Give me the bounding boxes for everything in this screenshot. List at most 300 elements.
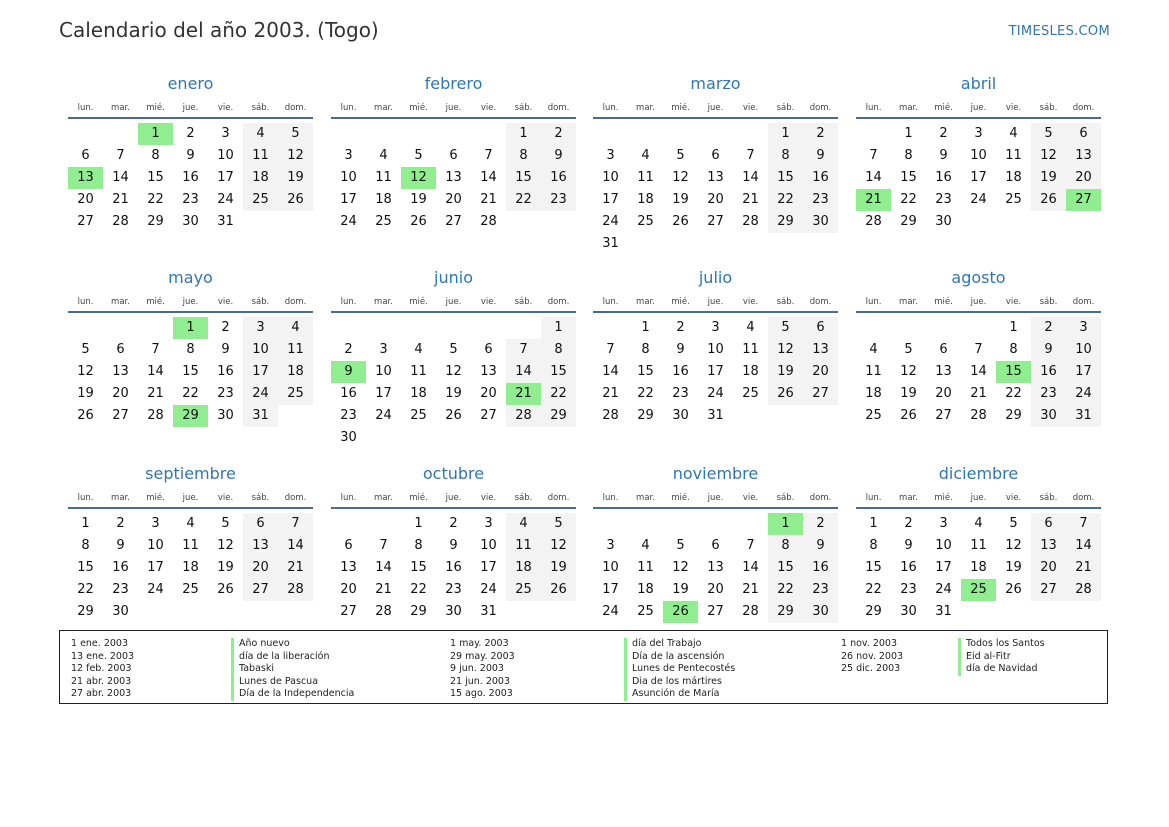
day-cell: 27 [480,408,497,423]
month-noviembre [593,463,838,623]
day-cell: 21 [970,386,987,401]
day-cell: 21 [375,582,392,597]
weekday-label: sáb. [776,493,795,503]
legend-date: 15 ago. 2003 [450,688,513,699]
weekday-label: dom. [284,103,307,113]
day-cell: 22 [768,189,803,211]
day-cell: 3 [243,317,278,339]
day-cell: 18 [865,386,882,401]
day-cell: 27 [707,214,724,229]
day-cell: 4 [1009,126,1018,141]
day-grid [331,123,576,233]
month-name: febrero [424,74,483,93]
legend-date: 25 dic. 2003 [841,663,901,674]
day-cell: 6 [243,513,278,535]
day-cell: 20 [1031,557,1066,579]
day-cell: 16 [112,560,129,575]
day-cell: 18 [410,386,427,401]
weekday-label: vie. [742,493,759,503]
day-cell: 11 [278,339,313,361]
day-cell: 26 [1031,189,1066,211]
weekday-label: mié. [409,103,428,113]
day-cell: 30 [1031,405,1066,427]
day-cell: 17 [480,560,497,575]
day-cell: 28 [742,604,759,619]
day-cell: 16 [935,170,952,185]
day-cell: 25 [278,383,313,405]
day-cell: 25 [243,189,278,211]
day-cell: 2 [803,123,838,145]
day-cell: 20 [707,192,724,207]
day-cell: 10 [340,170,357,185]
day-cell: 12 [672,560,689,575]
holiday-day-cell: 21 [856,189,891,211]
day-cell: 6 [803,317,838,339]
legend-date: 21 jun. 2003 [450,675,511,687]
day-cell: 7 [506,339,541,361]
day-cell: 21 [1066,557,1101,579]
day-cell: 8 [768,535,803,557]
weekday-label: mié. [671,297,690,307]
day-cell: 6 [1066,123,1101,145]
day-cell: 7 [869,148,878,163]
day-cell: 22 [768,579,803,601]
day-cell: 12 [77,364,94,379]
day-cell: 23 [935,192,952,207]
day-cell: 30 [672,408,689,423]
day-cell: 9 [803,145,838,167]
day-cell: 31 [707,408,724,423]
month-septiembre [68,463,313,623]
day-cell: 16 [672,364,689,379]
day-cell: 14 [1066,535,1101,557]
month-junio [331,267,576,449]
day-grid [68,513,313,623]
day-cell: 29 [900,214,917,229]
day-cell: 30 [445,604,462,619]
day-cell: 13 [112,364,129,379]
day-cell: 6 [1031,513,1066,535]
month-marzo [593,73,838,255]
weekday-label: sáb. [514,493,533,503]
day-cell: 5 [541,513,576,535]
day-cell: 13 [340,560,357,575]
day-cell: 30 [182,214,199,229]
day-cell: 5 [449,342,458,357]
day-cell: 15 [77,560,94,575]
weekday-label: lun. [77,297,94,307]
day-cell: 28 [865,214,882,229]
weekday-label: mié. [671,493,690,503]
holiday-day-cell: 13 [68,167,103,189]
day-cell: 14 [970,364,987,379]
day-cell: 4 [869,342,878,357]
weekday-label: mar. [374,493,393,503]
brand-link[interactable]: TIMESLES.COM [1008,24,1110,39]
weekday-label: sáb. [1039,493,1058,503]
day-cell: 12 [1005,538,1022,553]
day-cell: 2 [939,126,948,141]
weekday-label: sáb. [251,297,270,307]
day-grid [593,123,838,255]
month-name: mayo [168,268,213,287]
day-cell: 15 [768,167,803,189]
day-cell: 5 [676,538,685,553]
day-cell: 3 [939,516,948,531]
legend-date: 13 ene. 2003 [71,650,135,662]
day-cell: 18 [1005,170,1022,185]
day-cell: 22 [182,386,199,401]
day-cell: 16 [541,167,576,189]
weekday-label: mié. [409,297,428,307]
day-cell: 25 [375,214,392,229]
weekday-label: jue. [445,493,462,503]
weekday-label: jue. [445,297,462,307]
day-cell: 18 [970,560,987,575]
legend-holiday-name: Tabaski [231,663,354,676]
day-cell: 13 [935,364,952,379]
day-cell: 10 [480,538,497,553]
day-cell: 7 [151,342,160,357]
weekday-label: mié. [146,103,165,113]
day-grid [68,123,313,233]
day-cell: 25 [1005,192,1022,207]
day-cell: 16 [182,170,199,185]
day-cell: 14 [278,535,313,557]
day-cell: 16 [1031,361,1066,383]
day-grid [593,513,838,623]
day-cell: 30 [900,604,917,619]
day-cell: 30 [803,211,838,233]
day-cell: 20 [77,192,94,207]
month-diciembre [856,463,1101,623]
day-cell: 10 [707,342,724,357]
day-cell: 23 [182,192,199,207]
day-cell: 19 [672,582,689,597]
day-cell: 26 [1005,582,1022,597]
day-cell: 16 [217,364,234,379]
day-cell: 7 [746,538,755,553]
day-cell: 4 [186,516,195,531]
day-cell: 1 [414,516,423,531]
day-cell: 27 [243,579,278,601]
day-cell: 23 [112,582,129,597]
legend-date: 29 may. 2003 [450,650,515,662]
day-cell: 18 [278,361,313,383]
day-cell: 8 [151,148,160,163]
day-cell: 11 [742,342,759,357]
weekday-label: mar. [111,297,130,307]
day-cell: 23 [217,386,234,401]
day-cell: 31 [602,236,619,251]
day-grid [331,513,576,623]
day-cell: 9 [676,342,685,357]
day-cell: 23 [340,408,357,423]
weekday-label: dom. [1072,103,1095,113]
day-cell: 15 [768,557,803,579]
day-cell: 18 [637,582,654,597]
weekday-label: vie. [1005,493,1022,503]
day-cell: 16 [803,167,838,189]
day-cell: 7 [1066,513,1101,535]
day-cell: 12 [278,145,313,167]
day-cell: 30 [112,604,129,619]
day-cell: 11 [506,535,541,557]
day-cell: 8 [904,148,913,163]
weekday-label: vie. [742,297,759,307]
weekday-label: vie. [217,103,234,113]
day-cell: 24 [217,192,234,207]
day-cell: 28 [112,214,129,229]
day-cell: 24 [602,214,619,229]
day-cell: 30 [803,601,838,623]
day-cell: 3 [606,148,615,163]
day-cell: 5 [676,148,685,163]
day-cell: 19 [1005,560,1022,575]
day-cell: 10 [602,170,619,185]
legend-holiday-name: Año nuevo [231,638,354,651]
day-cell: 11 [637,170,654,185]
weekday-label: vie. [1005,297,1022,307]
day-cell: 7 [606,342,615,357]
weekday-label: sáb. [1039,103,1058,113]
day-cell: 25 [637,604,654,619]
day-cell: 10 [375,364,392,379]
day-cell: 8 [1009,342,1018,357]
day-cell: 21 [112,192,129,207]
weekday-label: dom. [547,103,570,113]
day-cell: 1 [904,126,913,141]
weekday-label: sáb. [251,103,270,113]
day-cell: 18 [506,557,541,579]
day-cell: 26 [77,408,94,423]
weekday-label: vie. [742,103,759,113]
day-cell: 23 [900,582,917,597]
weekday-label: vie. [480,103,497,113]
weekday-label: mar. [636,493,655,503]
day-cell: 27 [1031,579,1066,601]
day-cell: 3 [1066,317,1101,339]
weekday-label: mar. [111,493,130,503]
day-cell: 25 [410,408,427,423]
month-enero [68,73,313,233]
legend-names-2 [624,638,735,701]
day-cell: 28 [970,408,987,423]
page-title: Calendario del año 2003. (Togo) [59,18,379,42]
day-cell: 17 [602,582,619,597]
day-cell: 11 [637,560,654,575]
weekday-label: jue. [182,493,199,503]
day-cell: 17 [243,361,278,383]
day-cell: 6 [484,342,493,357]
day-cell: 8 [81,538,90,553]
day-cell: 20 [480,386,497,401]
day-cell: 2 [803,513,838,535]
day-cell: 17 [147,560,164,575]
day-cell: 24 [935,582,952,597]
day-cell: 10 [1066,339,1101,361]
day-cell: 7 [974,342,983,357]
day-cell: 6 [711,538,720,553]
day-cell: 1 [641,320,650,335]
weekday-label: mié. [671,103,690,113]
month-name: agosto [951,268,1006,287]
day-cell: 19 [217,560,234,575]
day-grid [856,513,1101,623]
day-cell: 21 [278,557,313,579]
weekday-header [593,491,838,509]
month-name: enero [167,74,214,93]
month-julio [593,267,838,427]
day-cell: 24 [480,582,497,597]
month-name: julio [698,268,733,287]
holiday-day-cell: 26 [663,601,698,623]
day-cell: 2 [344,342,353,357]
day-cell: 25 [865,408,882,423]
day-cell: 23 [1031,383,1066,405]
day-cell: 16 [900,560,917,575]
weekday-label: jue. [707,493,724,503]
day-grid [331,317,576,449]
day-cell: 28 [375,604,392,619]
day-cell: 27 [445,214,462,229]
day-cell: 10 [147,538,164,553]
day-cell: 20 [340,582,357,597]
day-cell: 31 [243,405,278,427]
day-cell: 11 [410,364,427,379]
day-cell: 12 [1031,145,1066,167]
holiday-day-cell: 1 [138,123,173,145]
weekday-label: mar. [636,297,655,307]
day-cell: 7 [484,148,493,163]
day-cell: 9 [939,148,948,163]
weekday-label: sáb. [514,103,533,113]
day-cell: 19 [900,386,917,401]
day-cell: 4 [641,538,650,553]
weekday-label: dom. [547,297,570,307]
holiday-day-cell: 9 [331,361,366,383]
day-cell: 13 [480,364,497,379]
day-cell: 8 [768,145,803,167]
day-cell: 8 [641,342,650,357]
day-cell: 1 [81,516,90,531]
day-cell: 8 [869,538,878,553]
weekday-label: dom. [284,493,307,503]
day-cell: 2 [1031,317,1066,339]
legend-date: 26 nov. 2003 [841,650,904,662]
day-cell: 13 [1066,145,1101,167]
day-cell: 29 [637,408,654,423]
holiday-day-cell: 21 [506,383,541,405]
legend-holiday-name: día de la liberación [231,651,354,664]
legend-dates-2 [450,638,515,701]
day-cell: 28 [480,214,497,229]
day-cell: 18 [637,192,654,207]
weekday-label: mié. [934,103,953,113]
day-cell: 1 [541,317,576,339]
day-cell: 20 [445,192,462,207]
day-cell: 6 [116,342,125,357]
weekday-label: sáb. [1039,297,1058,307]
day-cell: 4 [506,513,541,535]
day-cell: 11 [182,538,199,553]
legend-names-3 [958,638,1045,676]
day-grid [593,317,838,427]
legend-date: 1 ene. 2003 [71,638,128,649]
holiday-day-cell: 1 [173,317,208,339]
day-cell: 29 [410,604,427,619]
day-cell: 17 [935,560,952,575]
weekday-label: dom. [1072,493,1095,503]
day-cell: 23 [803,189,838,211]
day-cell: 27 [707,604,724,619]
day-cell: 18 [742,364,759,379]
weekday-label: vie. [217,297,234,307]
month-agosto [856,267,1101,427]
weekday-label: mar. [899,297,918,307]
day-cell: 24 [707,386,724,401]
day-cell: 13 [445,170,462,185]
weekday-label: mié. [409,493,428,503]
day-cell: 27 [935,408,952,423]
day-cell: 3 [344,148,353,163]
day-cell: 24 [375,408,392,423]
day-cell: 7 [379,538,388,553]
day-cell: 23 [445,582,462,597]
day-cell: 24 [602,604,619,619]
legend-holiday-name: Dia de los mártires [624,676,735,689]
weekday-label: vie. [1005,103,1022,113]
day-cell: 5 [81,342,90,357]
day-cell: 22 [77,582,94,597]
day-cell: 17 [340,192,357,207]
day-cell: 20 [243,557,278,579]
day-cell: 15 [865,560,882,575]
day-cell: 27 [803,383,838,405]
legend-dates-3 [841,638,903,676]
day-cell: 29 [865,604,882,619]
day-cell: 9 [1031,339,1066,361]
day-cell: 2 [541,123,576,145]
day-cell: 9 [116,538,125,553]
day-cell: 6 [344,538,353,553]
day-cell: 1 [869,516,878,531]
day-cell: 11 [1005,148,1022,163]
day-cell: 24 [970,192,987,207]
day-cell: 26 [672,214,689,229]
day-cell: 17 [602,192,619,207]
day-cell: 10 [970,148,987,163]
weekday-label: jue. [970,297,987,307]
weekday-header [68,101,313,119]
day-cell: 14 [112,170,129,185]
weekday-label: lun. [77,103,94,113]
day-cell: 19 [672,192,689,207]
day-cell: 18 [182,560,199,575]
day-grid [856,123,1101,233]
legend-date: 1 nov. 2003 [841,638,897,649]
day-cell: 14 [742,560,759,575]
day-cell: 27 [340,604,357,619]
weekday-label: jue. [707,103,724,113]
day-cell: 7 [116,148,125,163]
holiday-legend [59,630,1108,704]
month-name: junio [434,268,473,287]
day-cell: 2 [186,126,195,141]
day-cell: 19 [445,386,462,401]
day-cell: 3 [484,516,493,531]
day-cell: 14 [602,364,619,379]
